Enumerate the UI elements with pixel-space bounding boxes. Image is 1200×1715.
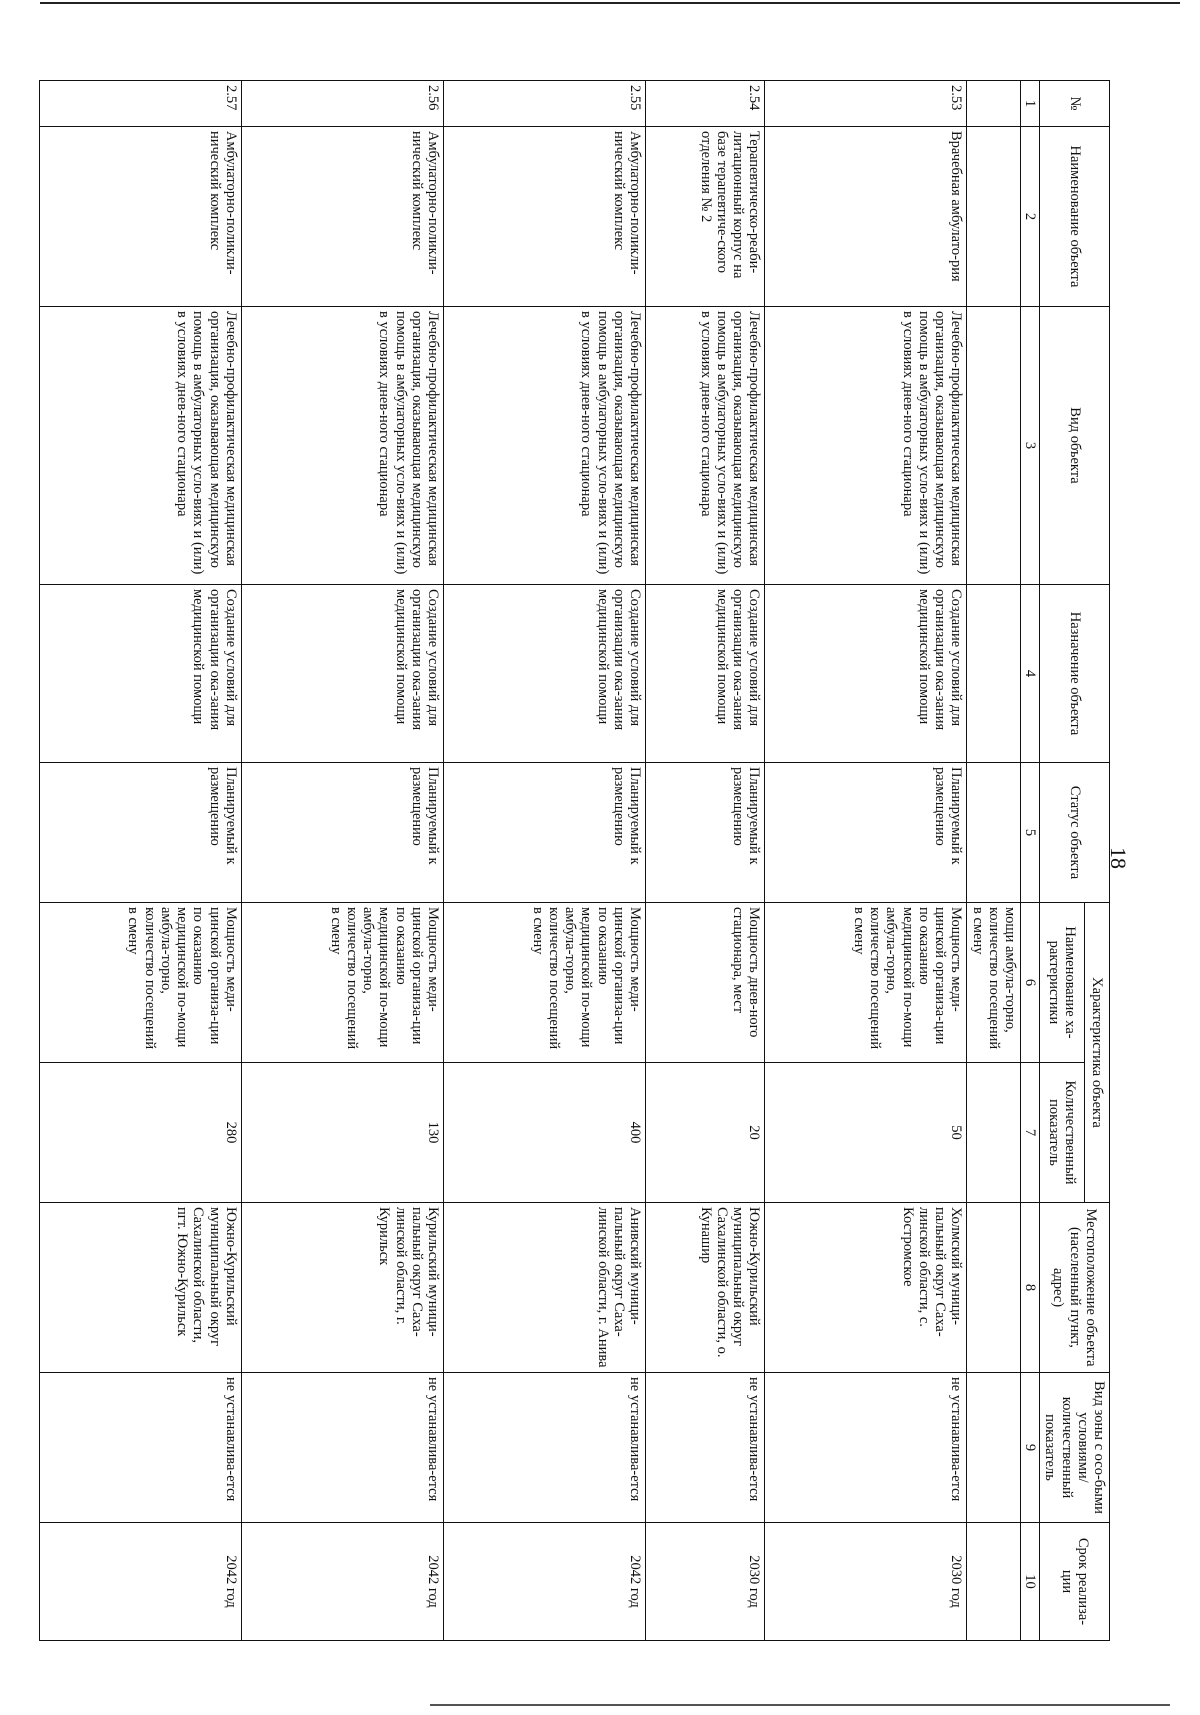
- object-name: Амбулаторно-поликли-нический комплекс: [241, 127, 443, 307]
- object-type: Лечебно-профилактическая медицинская организация, оказывающая медицинскую помощь в амбулаторных усло-виях и (или) в условиях днев-ного стационара: [444, 307, 646, 585]
- header-characteristics: Характеристика объекта: [1084, 903, 1109, 1203]
- characteristic-value: 20: [646, 1063, 765, 1203]
- row-number: 2.57: [39, 81, 241, 127]
- table-row: [646, 81, 765, 1641]
- table-cell: [967, 1373, 1021, 1523]
- top-rule: [40, 2, 1180, 4]
- table-cell: [967, 127, 1021, 307]
- table-cell: [967, 1063, 1021, 1203]
- object-location: Южно-Курильский муниципальный округ Сахалинской области, пгт. Южно-Курильск: [39, 1203, 241, 1373]
- zone-type: не устанавлива-ется: [241, 1373, 443, 1523]
- column-number: 1: [1021, 81, 1040, 127]
- characteristic-name: Мощность меди-цинской организа-ции по оказанию медицинской по-мощи амбула-торно, количество посещений в смену: [39, 903, 241, 1063]
- implementation-term: 2030 год: [646, 1523, 765, 1641]
- implementation-term: 2042 год: [444, 1523, 646, 1641]
- object-purpose: Создание условий для организации ока-зания медицинской помощи: [241, 585, 443, 763]
- column-number: 9: [1021, 1373, 1040, 1523]
- table-cell: [967, 763, 1021, 903]
- object-location: Холмский муници-пальный округ Саха-линской области, с. Костромское: [765, 1203, 967, 1373]
- object-name: Амбулаторно-поликли-нический комплекс: [444, 127, 646, 307]
- characteristic-name: Мощность днев-ного стационара, мест: [646, 903, 765, 1063]
- header-type: Вид объекта: [1040, 307, 1110, 585]
- object-purpose: Создание условий для организации ока-зания медицинской помощи: [646, 585, 765, 763]
- column-number: 7: [1021, 1063, 1040, 1203]
- table-cell: [967, 81, 1021, 127]
- page-number: 18: [1106, 847, 1131, 869]
- column-number: 5: [1021, 763, 1040, 903]
- table-cell: [967, 307, 1021, 585]
- bottom-rule: [430, 1704, 1170, 1706]
- implementation-term: 2042 год: [39, 1523, 241, 1641]
- table-cell: [967, 1523, 1021, 1641]
- zone-type: не устанавлива-ется: [765, 1373, 967, 1523]
- column-number: 2: [1021, 127, 1040, 307]
- object-type: Лечебно-профилактическая медицинская организация, оказывающая медицинскую помощь в амбулаторных усло-виях и (или) в условиях днев-ного стационара: [39, 307, 241, 585]
- row-number: 2.55: [444, 81, 646, 127]
- table-row: [765, 81, 967, 1641]
- header-zone: Вид зоны с осо-быми условиями/ количественный показатель: [1040, 1373, 1110, 1523]
- object-location: Курильский муници-пальный округ Саха-линской области, г. Курильск: [241, 1203, 443, 1373]
- header-name: Наименование объекта: [1040, 127, 1110, 307]
- header-no: №: [1040, 81, 1110, 127]
- object-status: Планируемый к размещению: [39, 763, 241, 903]
- object-location: Южно-Курильский муниципальный округ Сахалинской области, о. Кунашир: [646, 1203, 765, 1373]
- row-number: 2.53: [765, 81, 967, 127]
- table-row: [444, 81, 646, 1641]
- object-purpose: Создание условий для организации ока-зания медицинской помощи: [765, 585, 967, 763]
- header-location: Местоположение объекта (населенный пункт, адрес): [1040, 1203, 1110, 1373]
- table-cell: [967, 1203, 1021, 1373]
- implementation-term: 2042 год: [241, 1523, 443, 1641]
- header-row-1: [1084, 81, 1109, 1641]
- object-status: Планируемый к размещению: [765, 763, 967, 903]
- header-char-value: Количественный показатель: [1040, 1063, 1085, 1203]
- header-term: Срок реализа-ции: [1040, 1523, 1110, 1641]
- column-number: 8: [1021, 1203, 1040, 1373]
- table-cell: [967, 585, 1021, 763]
- object-location: Анивский муници-пальный округ Саха-линской области, г. Анива: [444, 1203, 646, 1373]
- zone-type: не устанавлива-ется: [444, 1373, 646, 1523]
- row-number: 2.54: [646, 81, 765, 127]
- continuation-row: [967, 81, 1021, 1641]
- implementation-term: 2030 год: [765, 1523, 967, 1641]
- rotated-table-wrapper: [50, 80, 1110, 1640]
- continuation-char-name: мощи амбула-торно, количество посещений в смену: [967, 903, 1021, 1063]
- header-status: Статус объекта: [1040, 763, 1110, 903]
- object-type: Лечебно-профилактическая медицинская организация, оказывающая медицинскую помощь в амбулаторных усло-виях и (или) в условиях днев-ного стационара: [765, 307, 967, 585]
- rotated-table: [50, 80, 1110, 1640]
- object-status: Планируемый к размещению: [241, 763, 443, 903]
- column-number: 3: [1021, 307, 1040, 585]
- object-purpose: Создание условий для организации ока-зания медицинской помощи: [444, 585, 646, 763]
- table-row: [39, 81, 241, 1641]
- column-number: 6: [1021, 903, 1040, 1063]
- zone-type: не устанавлива-ется: [39, 1373, 241, 1523]
- characteristic-value: 280: [39, 1063, 241, 1203]
- characteristic-name: Мощность меди-цинской организа-ции по оказанию медицинской по-мощи амбула-торно, количество посещений в смену: [241, 903, 443, 1063]
- column-number-row: [1021, 81, 1040, 1641]
- objects-table: [39, 80, 1110, 1641]
- object-status: Планируемый к размещению: [646, 763, 765, 903]
- object-type: Лечебно-профилактическая медицинская организация, оказывающая медицинскую помощь в амбулаторных усло-виях и (или) в условиях днев-ного стационара: [646, 307, 765, 585]
- table-row: [241, 81, 443, 1641]
- row-number: 2.56: [241, 81, 443, 127]
- zone-type: не устанавлива-ется: [646, 1373, 765, 1523]
- object-name: Амбулаторно-поликли-нический комплекс: [39, 127, 241, 307]
- characteristic-value: 50: [765, 1063, 967, 1203]
- characteristic-value: 400: [444, 1063, 646, 1203]
- column-number: 10: [1021, 1523, 1040, 1641]
- characteristic-value: 130: [241, 1063, 443, 1203]
- object-status: Планируемый к размещению: [444, 763, 646, 903]
- column-number: 4: [1021, 585, 1040, 763]
- object-purpose: Создание условий для организации ока-зания медицинской помощи: [39, 585, 241, 763]
- object-type: Лечебно-профилактическая медицинская организация, оказывающая медицинскую помощь в амбулаторных усло-виях и (или) в условиях днев-ного стационара: [241, 307, 443, 585]
- header-char-name: Наименование ха-рактеристики: [1040, 903, 1085, 1063]
- object-name: Врачебная амбулато-рия: [765, 127, 967, 307]
- characteristic-name: Мощность меди-цинской организа-ции по оказанию медицинской по-мощи амбула-торно, количество посещений в смену: [765, 903, 967, 1063]
- header-purpose: Назначение объекта: [1040, 585, 1110, 763]
- object-name: Терапевтическо-реаби-литационный корпус на базе терапевтиче-ского отделения № 2: [646, 127, 765, 307]
- characteristic-name: Мощность меди-цинской организа-ции по оказанию медицинской по-мощи амбула-торно, количество посещений в смену: [444, 903, 646, 1063]
